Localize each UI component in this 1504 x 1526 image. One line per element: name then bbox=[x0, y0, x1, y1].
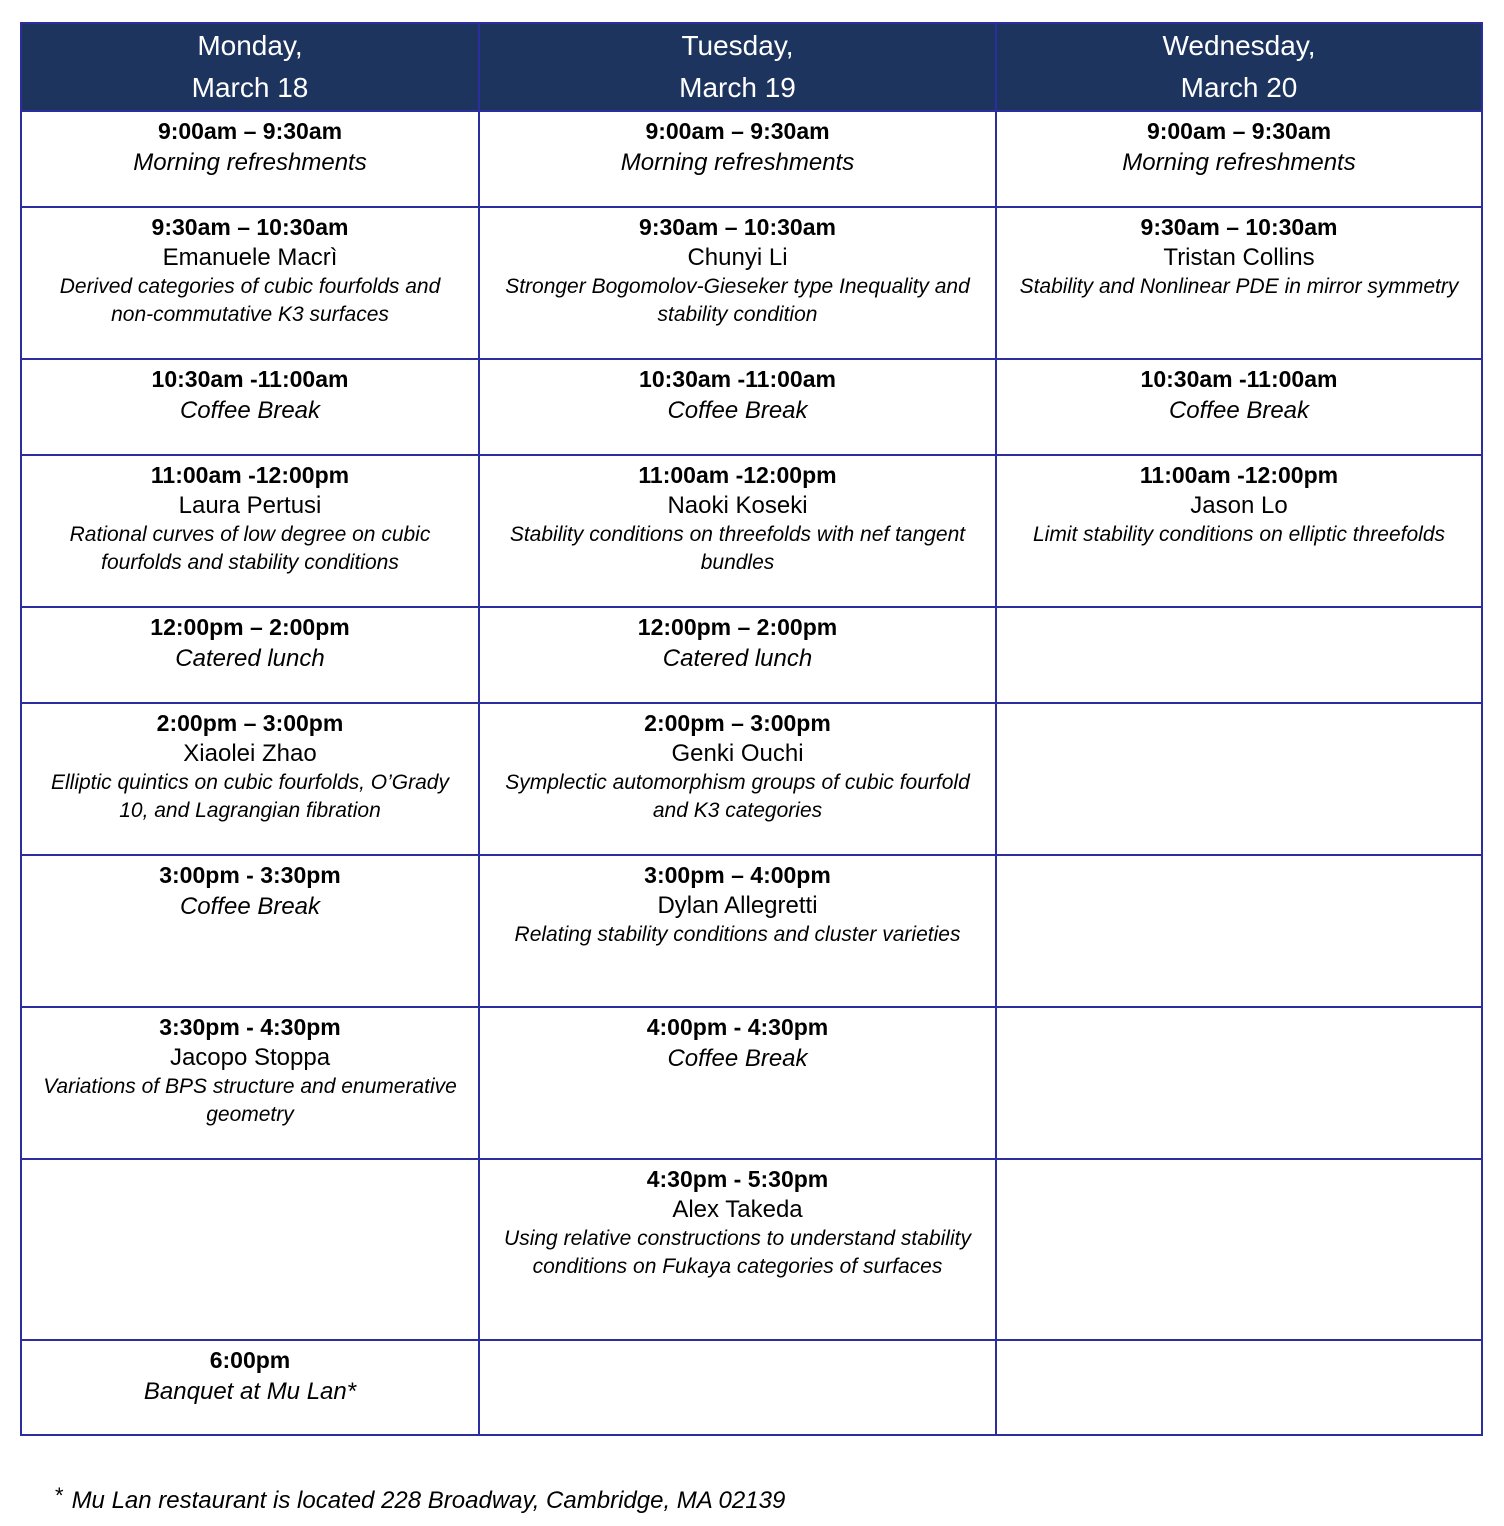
talk-title: Variations of BPS structure and enumerative geometry bbox=[43, 1075, 457, 1126]
session-time: 3:30pm - 4:30pm bbox=[159, 1014, 341, 1040]
session-time: 9:30am – 10:30am bbox=[1140, 214, 1338, 240]
session-label: Catered lunch bbox=[175, 645, 325, 672]
talk-title: Using relative constructions to understand stability conditions on Fukaya categories of surfaces bbox=[504, 1227, 971, 1278]
speaker-name: Laura Pertusi bbox=[178, 492, 322, 519]
session-cell bbox=[479, 455, 996, 607]
schedule-table bbox=[20, 22, 1483, 1436]
session-cell bbox=[996, 359, 1482, 455]
session-time: 6:00pm bbox=[209, 1347, 291, 1373]
schedule-row bbox=[21, 703, 1482, 855]
talk-title: Rational curves of low degree on cubic fourfolds and stability conditions bbox=[69, 523, 431, 574]
session-time: 10:30am -11:00am bbox=[1140, 366, 1338, 392]
schedule-row bbox=[21, 855, 1482, 1007]
empty-cell bbox=[996, 1159, 1482, 1340]
schedule-row bbox=[21, 607, 1482, 703]
speaker-name: Alex Takeda bbox=[672, 1196, 803, 1223]
session-time: 2:00pm – 3:00pm bbox=[156, 710, 344, 736]
schedule-row bbox=[21, 207, 1482, 359]
schedule-row bbox=[21, 1007, 1482, 1159]
day-header-wednesday-date: March 20 bbox=[1180, 72, 1298, 103]
session-cell bbox=[21, 1007, 479, 1159]
session-time: 9:00am – 9:30am bbox=[157, 118, 343, 144]
footnote bbox=[55, 1481, 785, 1516]
schedule-row bbox=[21, 1159, 1482, 1340]
day-header-tuesday-date: March 19 bbox=[679, 72, 796, 103]
speaker-name: Chunyi Li bbox=[687, 244, 788, 271]
empty-cell bbox=[996, 703, 1482, 855]
empty-cell bbox=[996, 607, 1482, 703]
talk-title: Stability and Nonlinear PDE in mirror symmetry bbox=[1019, 275, 1459, 298]
session-cell bbox=[21, 111, 479, 207]
session-time: 4:30pm - 5:30pm bbox=[646, 1166, 829, 1192]
day-header-tuesday-weekday: Tuesday, bbox=[681, 30, 794, 61]
talk-title: Relating stability conditions and cluster varieties bbox=[514, 923, 961, 946]
empty-cell bbox=[479, 1340, 996, 1435]
session-cell bbox=[996, 111, 1482, 207]
session-time: 11:00am -12:00pm bbox=[1139, 462, 1339, 488]
session-cell bbox=[479, 1007, 996, 1159]
session-cell bbox=[21, 607, 479, 703]
session-time: 3:00pm - 3:30pm bbox=[159, 862, 341, 888]
session-cell bbox=[21, 207, 479, 359]
session-label: Coffee Break bbox=[179, 397, 321, 424]
session-time: 9:30am – 10:30am bbox=[151, 214, 349, 240]
talk-title: Stronger Bogomolov-Gieseker type Inequality and stability condition bbox=[505, 275, 970, 326]
session-time: 9:00am – 9:30am bbox=[645, 118, 830, 144]
session-cell bbox=[479, 855, 996, 1007]
day-header-monday-weekday: Monday, bbox=[197, 30, 303, 61]
schedule-row bbox=[21, 111, 1482, 207]
day-header-tuesday bbox=[479, 23, 996, 111]
session-label: Coffee Break bbox=[667, 1045, 808, 1072]
header-row bbox=[21, 23, 1482, 111]
empty-cell bbox=[996, 1340, 1482, 1435]
session-time: 11:00am -12:00pm bbox=[150, 462, 350, 488]
speaker-name: Xiaolei Zhao bbox=[183, 740, 317, 767]
session-label: Morning refreshments bbox=[133, 149, 367, 176]
speaker-name: Tristan Collins bbox=[1163, 244, 1315, 271]
session-cell bbox=[21, 855, 479, 1007]
session-time: 9:30am – 10:30am bbox=[639, 214, 836, 240]
speaker-name: Dylan Allegretti bbox=[657, 892, 818, 919]
session-label: Coffee Break bbox=[667, 397, 808, 424]
session-cell bbox=[479, 359, 996, 455]
session-cell bbox=[996, 455, 1482, 607]
session-cell bbox=[21, 455, 479, 607]
session-time: 9:00am – 9:30am bbox=[1146, 118, 1332, 144]
session-cell bbox=[479, 1159, 996, 1340]
session-time: 3:00pm – 4:00pm bbox=[644, 862, 831, 888]
empty-cell bbox=[996, 855, 1482, 1007]
session-label: Catered lunch bbox=[662, 645, 813, 672]
session-time: 10:30am -11:00am bbox=[639, 366, 836, 392]
talk-title: Derived categories of cubic fourfolds and non-commutative K3 surfaces bbox=[59, 275, 441, 326]
session-cell bbox=[479, 703, 996, 855]
speaker-name: Naoki Koseki bbox=[667, 492, 808, 519]
session-time: 12:00pm – 2:00pm bbox=[150, 614, 350, 640]
session-label: Coffee Break bbox=[179, 893, 321, 920]
session-time: 12:00pm – 2:00pm bbox=[637, 614, 838, 640]
empty-cell bbox=[996, 1007, 1482, 1159]
day-header-wednesday bbox=[996, 23, 1482, 111]
session-label: Coffee Break bbox=[1168, 397, 1310, 424]
speaker-name: Emanuele Macrì bbox=[162, 244, 338, 271]
session-time: 4:00pm - 4:30pm bbox=[646, 1014, 829, 1040]
talk-title: Elliptic quintics on cubic fourfolds, O’Grady 10, and Lagrangian fibration bbox=[50, 771, 449, 822]
empty-cell bbox=[21, 1159, 479, 1340]
session-time: 10:30am -11:00am bbox=[151, 366, 349, 392]
schedule-row bbox=[21, 1340, 1482, 1435]
day-header-monday-date: March 18 bbox=[191, 72, 309, 103]
day-header-wednesday-weekday: Wednesday, bbox=[1162, 30, 1316, 61]
schedule-row bbox=[21, 359, 1482, 455]
session-label: Morning refreshments bbox=[1122, 149, 1356, 176]
schedule-row bbox=[21, 455, 1482, 607]
session-cell bbox=[21, 703, 479, 855]
session-cell bbox=[21, 1340, 479, 1435]
speaker-name: Jason Lo bbox=[1190, 492, 1288, 519]
speaker-name: Jacopo Stoppa bbox=[169, 1044, 331, 1071]
footnote-marker: * bbox=[55, 1483, 64, 1508]
talk-title: Stability conditions on threefolds with nef tangent bundles bbox=[509, 523, 966, 574]
footnote-text: Mu Lan restaurant is located 228 Broadway, Cambridge, MA 02139 bbox=[71, 1487, 786, 1514]
session-time: 11:00am -12:00pm bbox=[638, 462, 837, 488]
day-header-monday bbox=[21, 23, 479, 111]
session-cell bbox=[996, 207, 1482, 359]
talk-title: Limit stability conditions on elliptic threefolds bbox=[1032, 523, 1446, 546]
session-cell bbox=[21, 359, 479, 455]
session-cell bbox=[479, 207, 996, 359]
session-label: Banquet at Mu Lan* bbox=[143, 1378, 357, 1405]
talk-title: Symplectic automorphism groups of cubic fourfold and K3 categories bbox=[505, 771, 970, 822]
session-cell bbox=[479, 607, 996, 703]
session-cell bbox=[479, 111, 996, 207]
speaker-name: Genki Ouchi bbox=[671, 740, 804, 767]
session-time: 2:00pm – 3:00pm bbox=[644, 710, 831, 736]
session-label: Morning refreshments bbox=[620, 149, 855, 176]
